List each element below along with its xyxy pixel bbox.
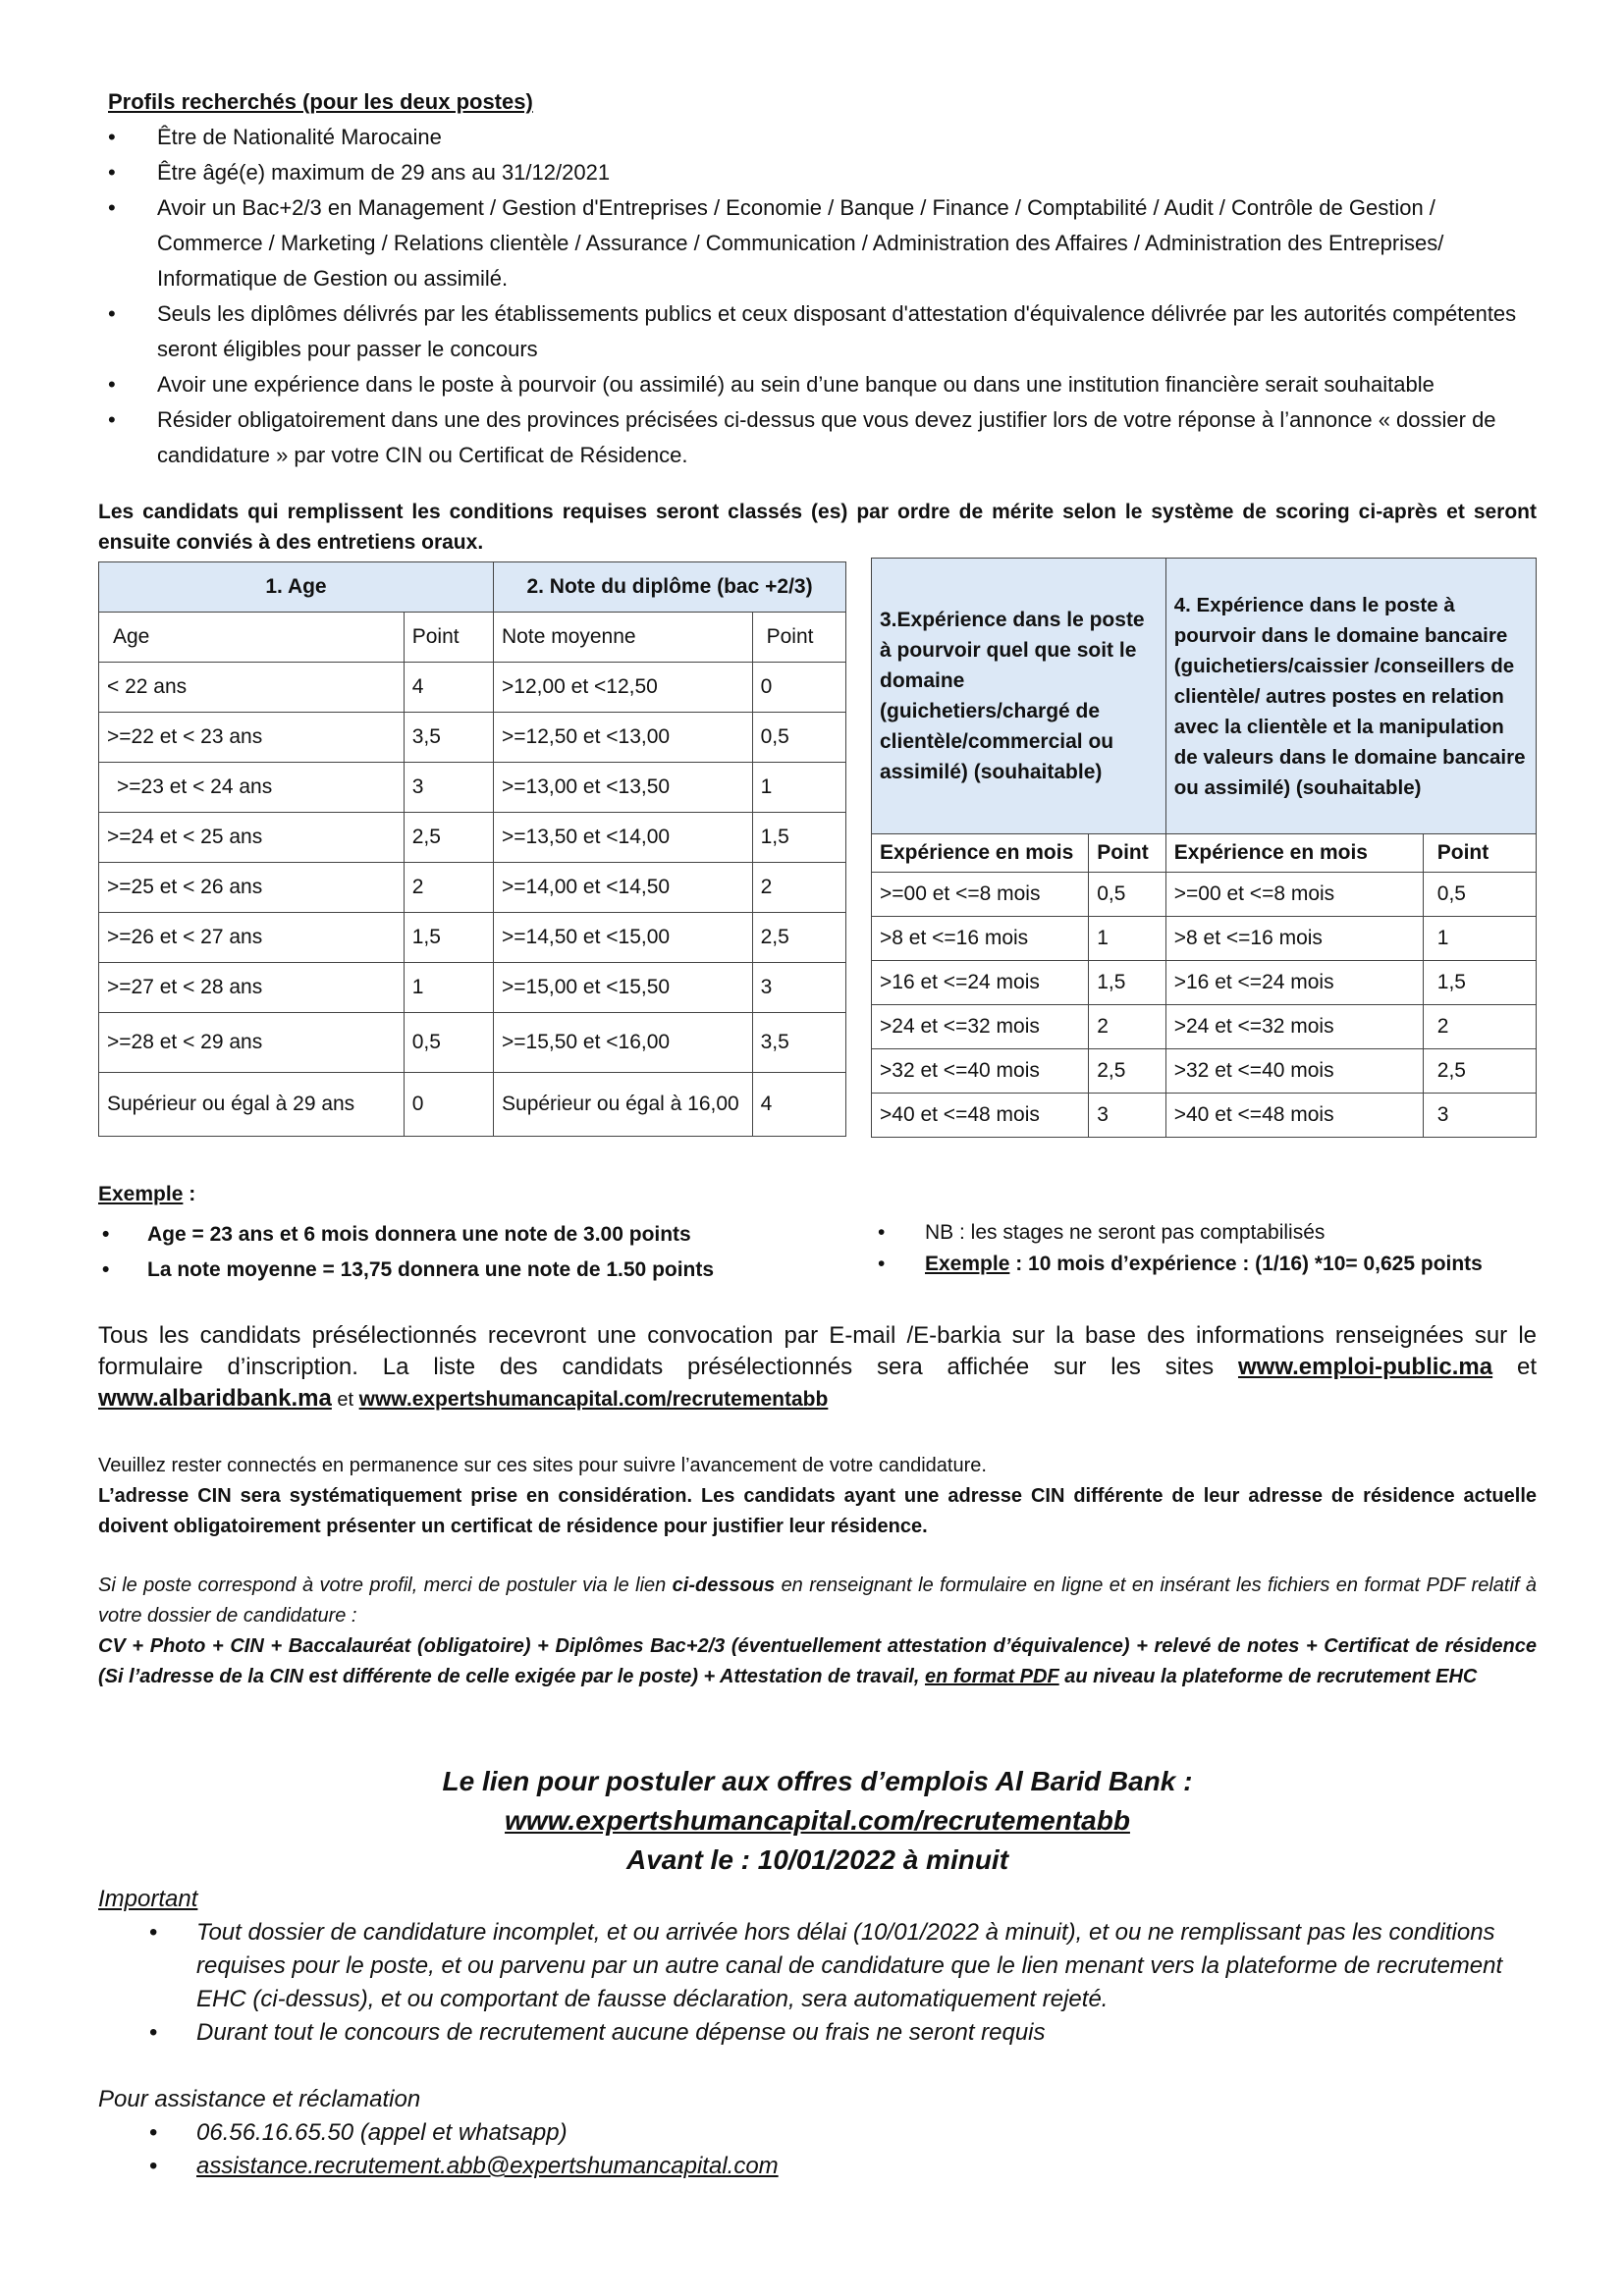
age-cell: < 22 ans <box>99 663 405 713</box>
point-cell: 0,5 <box>1423 873 1536 917</box>
table-row <box>99 1013 846 1073</box>
point-cell: 2 <box>404 863 493 913</box>
list-item: • Age = 23 ans et 6 mois donnera une note de 3.00 points <box>98 1217 714 1253</box>
point-cell: 2,5 <box>404 813 493 863</box>
point-cell: 2 <box>752 863 845 913</box>
point-col-header: Point <box>1423 834 1536 873</box>
point-col-header: Point <box>404 613 493 663</box>
age-cell: >=26 et < 27 ans <box>99 913 405 963</box>
age-cell: Supérieur ou égal à 29 ans <box>99 1073 405 1137</box>
point-cell: 0 <box>752 663 845 713</box>
paragraph-text-bold: au niveau la plateforme de recrutement EHC <box>1058 1666 1478 1687</box>
note-col-header: Note moyenne <box>494 613 753 663</box>
experience-cell: >32 et <=40 mois <box>1165 1049 1423 1094</box>
note-cell: >=14,00 et <14,50 <box>494 863 753 913</box>
point-cell: 1,5 <box>1089 961 1166 1005</box>
exemple-title: Exemple <box>98 1183 184 1205</box>
point-cell: 0,5 <box>752 713 845 763</box>
important-section <box>98 1883 1537 2050</box>
nb-note: • NB : les stages ne seront pas comptabilisés <box>874 1217 1483 1249</box>
table-row <box>872 1049 1537 1094</box>
profils-heading: Profils recherchés (pour les deux postes) <box>108 89 533 114</box>
profils-list <box>108 120 1532 473</box>
table-row <box>99 663 846 713</box>
note-cell: >=14,50 et <15,00 <box>494 913 753 963</box>
list-item: • Résider obligatoirement dans une des provinces précisées ci-dessus que vous devez justifier lors de votre réponse à l’annonce « dossier de candidature » par votre CIN ou Certificat de Résidence. <box>108 402 1532 473</box>
experience-cell: >=00 et <=8 mois <box>872 873 1089 917</box>
experience-cell: >=00 et <=8 mois <box>1165 873 1423 917</box>
profils-section <box>108 84 1532 473</box>
ehc-link[interactable]: www.expertshumancapital.com/recrutementabb <box>358 1388 829 1411</box>
experience-bank-header: 4. Expérience dans le poste à pourvoir dans le domaine bancaire (guichetiers/caissier /conseillers de clientèle/ autres postes en relation avec la clientèle et la manipulation de valeurs dans le domaine bancaire ou assimilé) (souhaitable) <box>1165 559 1536 834</box>
point-cell: 3 <box>1089 1094 1166 1138</box>
list-item: • Tout dossier de candidature incomplet, et ou arrivée hors délai (10/01/2022 à minuit), et ou ne remplissant pas les conditions requises pour le poste, et ou parvenu par un autre canal de candidature que le lien menant vers la plateforme de recrutement EHC (ci-dessus), et ou comportant de fausse déclaration, sera automatiquement rejeté. <box>98 1916 1537 2016</box>
table-row <box>99 813 846 863</box>
point-cell: 2 <box>1089 1005 1166 1049</box>
paragraph-text: Si le poste correspond à votre profil, merci de postuler via le lien <box>98 1575 673 1596</box>
cta-title: Le lien pour postuler aux offres d’emplois Al Barid Bank : <box>442 1766 1193 1796</box>
paragraph-text-bold: CV + Photo + CIN + Baccalauréat (obligatoire) + Diplômes Bac+2/3 (éventuellement attestation d’équivalence) + relevé de notes + Certificat de résidence (Si l’adresse de la CIN est différente de celle exigée par le poste) + Attestation de travail, <box>98 1635 1537 1687</box>
nb-list <box>874 1217 1483 1280</box>
point-cell: 0,5 <box>1089 873 1166 917</box>
point-cell: 3,5 <box>752 1013 845 1073</box>
list-item: • Être de Nationalité Marocaine <box>108 120 1532 155</box>
point-cell: 2 <box>1423 1005 1536 1049</box>
point-cell: 1,5 <box>752 813 845 863</box>
list-item: • Avoir une expérience dans le poste à pourvoir (ou assimilé) au sein d’une banque ou dans une institution financière serait souhaitable <box>108 367 1532 402</box>
table-row <box>99 963 846 1013</box>
deadline-text: Avant le : 10/01/2022 à minuit <box>625 1844 1009 1875</box>
point-cell: 3,5 <box>404 713 493 763</box>
albaridbank-link[interactable]: www.albaridbank.ma <box>98 1385 332 1412</box>
age-cell: >=27 et < 28 ans <box>99 963 405 1013</box>
note-cell: Supérieur ou égal à 16,00 <box>494 1073 753 1137</box>
apply-link[interactable]: www.expertshumancapital.com/recrutementabb <box>505 1805 1130 1836</box>
experience-cell: >24 et <=32 mois <box>872 1005 1089 1049</box>
experience-cell: >16 et <=24 mois <box>1165 961 1423 1005</box>
table-row <box>872 961 1537 1005</box>
point-cell: 3 <box>752 963 845 1013</box>
exemple-list <box>98 1217 714 1288</box>
important-title: Important <box>98 1886 198 1912</box>
point-cell: 4 <box>752 1073 845 1137</box>
note-cell: >=13,00 et <13,50 <box>494 763 753 813</box>
experience-table <box>871 558 1537 1138</box>
email-link[interactable]: assistance.recrutement.abb@expertshumancapital.com <box>196 2153 779 2179</box>
age-cell: >=24 et < 25 ans <box>99 813 405 863</box>
paragraph-text: Veuillez rester connectés en permanence sur ces sites pour suivre l’avancement de votre candidature. <box>98 1455 987 1476</box>
list-item: • La note moyenne = 13,75 donnera une note de 1.50 points <box>98 1253 714 1288</box>
point-cell: 2,5 <box>752 913 845 963</box>
age-cell: >=23 et < 24 ans <box>99 763 405 813</box>
age-cell: >=28 et < 29 ans <box>99 1013 405 1073</box>
note-cell: >=15,00 et <15,50 <box>494 963 753 1013</box>
table-row <box>99 763 846 813</box>
apply-call-to-action <box>98 1762 1537 1880</box>
application-paragraph <box>98 1571 1537 1692</box>
paragraph-text: et <box>331 1389 359 1411</box>
note-header: 2. Note du diplôme (bac +2/3) <box>494 562 846 613</box>
phone-item: • 06.56.16.65.50 (appel et whatsapp) <box>98 2116 1537 2150</box>
paragraph-text: et <box>1492 1354 1537 1380</box>
point-cell: 2,5 <box>1089 1049 1166 1094</box>
exemple-label <box>98 1183 195 1206</box>
paragraph-text-bold: en format PDF <box>924 1666 1059 1687</box>
point-cell: 3 <box>404 763 493 813</box>
assistance-title: Pour assistance et réclamation <box>98 2086 421 2112</box>
exemple-experience <box>874 1249 1483 1280</box>
point-cell: 1,5 <box>1423 961 1536 1005</box>
exemple-experience-text: : 10 mois d’expérience : (1/16) *10= 0,625 points <box>1009 1253 1483 1275</box>
paragraph-text: en renseignant le formulaire en ligne et en insérant les fichiers en format PDF relatif à votre dossier de candidature : <box>98 1575 1537 1627</box>
age-note-table <box>98 561 846 1137</box>
table-row <box>872 1094 1537 1138</box>
table-row <box>872 1005 1537 1049</box>
exemple-colon: : <box>183 1183 196 1205</box>
point-cell: 1 <box>1089 917 1166 961</box>
experience-col-header: Expérience en mois <box>1165 834 1423 873</box>
age-cell: >=22 et < 23 ans <box>99 713 405 763</box>
email-item <box>98 2150 1537 2183</box>
list-item: • Être âgé(e) maximum de 29 ans au 31/12/2021 <box>108 155 1532 190</box>
point-cell: 0,5 <box>404 1013 493 1073</box>
experience-cell: >8 et <=16 mois <box>872 917 1089 961</box>
point-col-header: Point <box>752 613 845 663</box>
info-paragraph <box>98 1451 1537 1542</box>
list-item: • Avoir un Bac+2/3 en Management / Gestion d'Entreprises / Economie / Banque / Finance / Comptabilité / Audit / Contrôle de Gestion / Commerce / Marketing / Relations clientèle / Assurance / Communication / Administration des Affaires / Administration des Entreprises/ Informatique de Gestion ou assimilé. <box>108 190 1532 296</box>
exemple-experience-label: Exemple <box>925 1253 1010 1275</box>
paragraph-text-bold: ci-dessous <box>672 1575 776 1596</box>
paragraph-text-bold: L’adresse CIN sera systématiquement prise en considération. Les candidats ayant une adresse CIN différente de leur adresse de résidence actuelle doivent obligatoirement présenter un certificat de résidence pour justifier leur résidence. <box>98 1485 1537 1537</box>
age-header: 1. Age <box>99 562 494 613</box>
experience-col-header: Expérience en mois <box>872 834 1089 873</box>
point-cell: 1 <box>752 763 845 813</box>
experience-cell: >32 et <=40 mois <box>872 1049 1089 1094</box>
scoring-intro: Les candidats qui remplissent les conditions requises seront classés (es) par ordre de mérite selon le système de scoring ci-après et seront ensuite conviés à des entretiens oraux. <box>98 501 1537 554</box>
table-row <box>872 917 1537 961</box>
note-cell: >=13,50 et <14,00 <box>494 813 753 863</box>
paragraph-text: Tous les candidats présélectionnés recevront une convocation par E-mail /E-barkia sur la base des informations renseignées sur le formulaire d’inscription. La liste des candidats présélectionnés sera affichée sur les sites <box>98 1322 1537 1380</box>
note-cell: >=15,50 et <16,00 <box>494 1013 753 1073</box>
table-row <box>99 713 846 763</box>
age-cell: >=25 et < 26 ans <box>99 863 405 913</box>
point-cell: 1 <box>404 963 493 1013</box>
note-cell: >=12,50 et <13,00 <box>494 713 753 763</box>
point-cell: 2,5 <box>1423 1049 1536 1094</box>
experience-cell: >40 et <=48 mois <box>872 1094 1089 1138</box>
list-item: • Durant tout le concours de recrutement aucune dépense ou frais ne seront requis <box>98 2016 1537 2050</box>
point-cell: 1,5 <box>404 913 493 963</box>
point-cell: 1 <box>1423 917 1536 961</box>
assistance-section <box>98 2083 1537 2183</box>
list-item: • Seuls les diplômes délivrés par les établissements publics et ceux disposant d'attestation d'équivalence délivrée par les autorités compétentes seront éligibles pour passer le concours <box>108 296 1532 367</box>
experience-cell: >24 et <=32 mois <box>1165 1005 1423 1049</box>
experience-cell: >40 et <=48 mois <box>1165 1094 1423 1138</box>
convocation-paragraph <box>98 1320 1537 1415</box>
table-row <box>872 873 1537 917</box>
table-row <box>99 913 846 963</box>
age-col-header: Age <box>99 613 405 663</box>
experience-cell: >16 et <=24 mois <box>872 961 1089 1005</box>
experience-any-header: 3.Expérience dans le poste à pourvoir quel que soit le domaine (guichetiers/chargé de clientèle/commercial ou assimilé) (souhaitable) <box>872 559 1166 834</box>
point-cell: 0 <box>404 1073 493 1137</box>
point-col-header: Point <box>1089 834 1166 873</box>
table-row <box>99 863 846 913</box>
emploi-public-link[interactable]: www.emploi-public.ma <box>1237 1354 1493 1380</box>
point-cell: 4 <box>404 663 493 713</box>
table-row <box>99 1073 846 1137</box>
note-cell: >12,00 et <12,50 <box>494 663 753 713</box>
experience-cell: >8 et <=16 mois <box>1165 917 1423 961</box>
point-cell: 3 <box>1423 1094 1536 1138</box>
